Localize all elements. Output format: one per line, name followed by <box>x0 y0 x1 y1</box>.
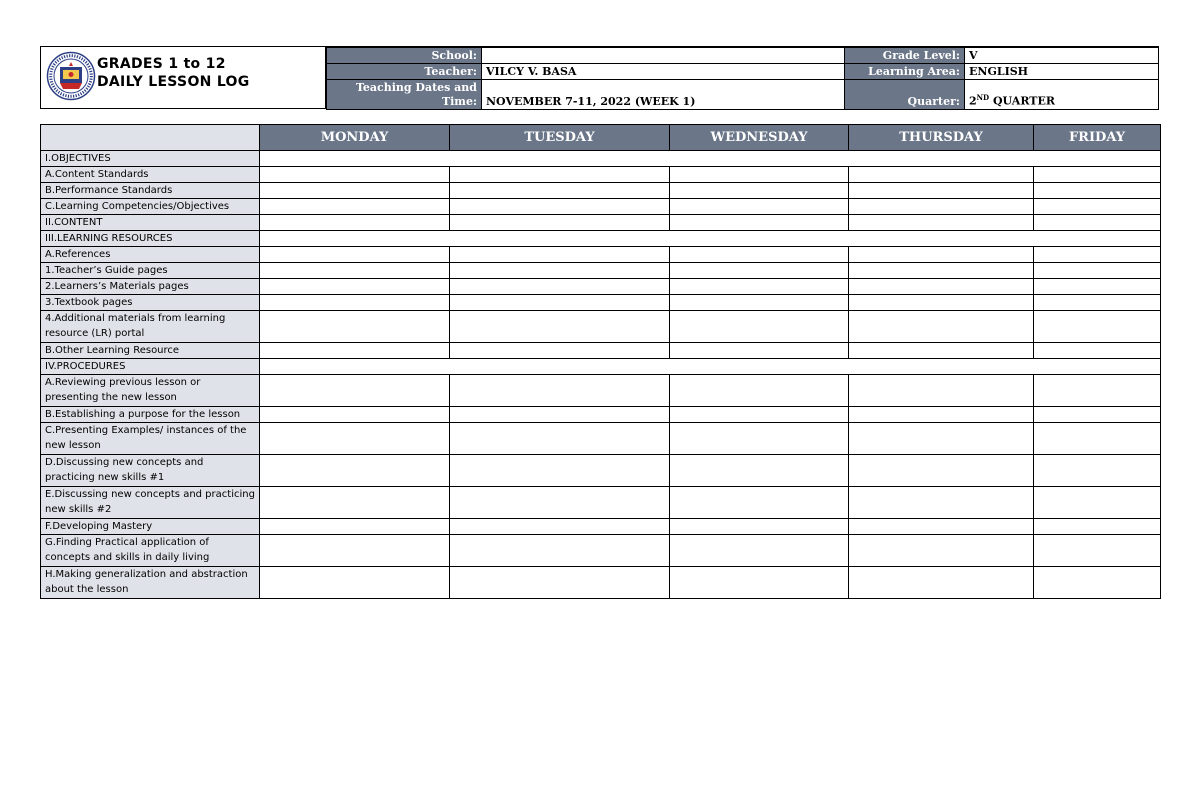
table-row <box>41 423 1161 455</box>
row-label: B.Establishing a purpose for the lesson <box>41 407 260 423</box>
cell-wednesday[interactable] <box>670 455 849 487</box>
cell-tuesday[interactable] <box>450 343 670 359</box>
day-header-row <box>41 125 1161 151</box>
table-row <box>41 375 1161 407</box>
cell-friday[interactable] <box>1034 263 1161 279</box>
row-label: IV.PROCEDURES <box>41 359 260 375</box>
grade-level-field[interactable]: V <box>965 48 1159 64</box>
row-label: III.LEARNING RESOURCES <box>41 231 260 247</box>
section-row <box>41 231 1161 247</box>
lesson-plan-rows <box>41 151 1161 599</box>
table-row <box>41 295 1161 311</box>
cell-wednesday[interactable] <box>670 279 849 295</box>
day-header-friday: FRIDAY <box>1034 125 1161 151</box>
cell-tuesday[interactable] <box>450 535 670 567</box>
cell-tuesday[interactable] <box>450 167 670 183</box>
cell-wednesday[interactable] <box>670 423 849 455</box>
cell-thursday[interactable] <box>849 455 1034 487</box>
section-span-cell[interactable] <box>260 231 1161 247</box>
table-row <box>41 567 1161 599</box>
cell-monday[interactable] <box>260 535 450 567</box>
cell-thursday[interactable] <box>849 487 1034 519</box>
cell-friday[interactable] <box>1034 535 1161 567</box>
table-row <box>41 279 1161 295</box>
row-label: A.Content Standards <box>41 167 260 183</box>
cell-monday[interactable] <box>260 263 450 279</box>
row-label: 1.Teacher’s Guide pages <box>41 263 260 279</box>
table-row <box>41 407 1161 423</box>
row-label: B.Other Learning Resource <box>41 343 260 359</box>
cell-thursday[interactable] <box>849 519 1034 535</box>
cell-tuesday[interactable] <box>450 263 670 279</box>
table-row <box>41 487 1161 519</box>
table-row <box>41 167 1161 183</box>
day-header-thursday: THURSDAY <box>849 125 1034 151</box>
cell-monday[interactable] <box>260 407 450 423</box>
cell-wednesday[interactable] <box>670 247 849 263</box>
row-label: G.Finding Practical application of concepts and skills in daily living <box>41 535 260 567</box>
quarter-number: 2 <box>969 95 977 108</box>
title-line-2: DAILY LESSON LOG <box>97 74 250 90</box>
grade-level-label: Grade Level: <box>845 48 965 64</box>
cell-friday[interactable] <box>1034 279 1161 295</box>
section-row <box>41 151 1161 167</box>
deped-seal-icon <box>46 51 96 101</box>
section-row <box>41 359 1161 375</box>
cell-monday[interactable] <box>260 199 450 215</box>
cell-monday[interactable] <box>260 311 450 343</box>
cell-tuesday[interactable] <box>450 423 670 455</box>
cell-thursday[interactable] <box>849 199 1034 215</box>
cell-monday[interactable] <box>260 167 450 183</box>
table-row <box>41 455 1161 487</box>
cell-wednesday[interactable] <box>670 487 849 519</box>
cell-monday[interactable] <box>260 519 450 535</box>
cell-thursday[interactable] <box>849 247 1034 263</box>
cell-tuesday[interactable] <box>450 375 670 407</box>
row-label: 2.Learners’s Materials pages <box>41 279 260 295</box>
row-label: B.Performance Standards <box>41 183 260 199</box>
cell-tuesday[interactable] <box>450 279 670 295</box>
cell-tuesday[interactable] <box>450 183 670 199</box>
cell-thursday[interactable] <box>849 407 1034 423</box>
row-label: II.CONTENT <box>41 215 260 231</box>
table-row <box>41 183 1161 199</box>
row-label: H.Making generalization and abstraction about the lesson <box>41 567 260 599</box>
lesson-plan-grid <box>40 124 1161 599</box>
cell-friday[interactable] <box>1034 423 1161 455</box>
cell-wednesday[interactable] <box>670 311 849 343</box>
cell-monday[interactable] <box>260 567 450 599</box>
quarter-word: QUARTER <box>989 95 1055 108</box>
cell-wednesday[interactable] <box>670 407 849 423</box>
table-row <box>41 199 1161 215</box>
cell-monday[interactable] <box>260 423 450 455</box>
cell-thursday[interactable] <box>849 535 1034 567</box>
cell-thursday[interactable] <box>849 567 1034 599</box>
cell-monday[interactable] <box>260 343 450 359</box>
cell-friday[interactable] <box>1034 167 1161 183</box>
cell-wednesday[interactable] <box>670 263 849 279</box>
cell-friday[interactable] <box>1034 407 1161 423</box>
cell-monday[interactable] <box>260 247 450 263</box>
header-info-grid <box>326 47 1159 110</box>
teaching-dates-field[interactable]: NOVEMBER 7-11, 2022 (WEEK 1) <box>482 80 845 110</box>
cell-wednesday[interactable] <box>670 199 849 215</box>
table-row <box>41 535 1161 567</box>
cell-friday[interactable] <box>1034 487 1161 519</box>
cell-thursday[interactable] <box>849 343 1034 359</box>
table-row <box>41 311 1161 343</box>
cell-wednesday[interactable] <box>670 343 849 359</box>
cell-wednesday[interactable] <box>670 519 849 535</box>
cell-friday[interactable] <box>1034 455 1161 487</box>
title-box <box>41 47 326 108</box>
row-label: I.OBJECTIVES <box>41 151 260 167</box>
lesson-log-header <box>40 46 1159 109</box>
school-label: School: <box>327 48 482 64</box>
cell-monday[interactable] <box>260 279 450 295</box>
teacher-label: Teacher: <box>327 64 482 80</box>
cell-wednesday[interactable] <box>670 375 849 407</box>
corner-cell <box>41 125 260 151</box>
cell-wednesday[interactable] <box>670 295 849 311</box>
cell-thursday[interactable] <box>849 183 1034 199</box>
cell-wednesday[interactable] <box>670 567 849 599</box>
cell-thursday[interactable] <box>849 295 1034 311</box>
quarter-suffix: ND <box>976 93 990 103</box>
day-header-monday: MONDAY <box>260 125 450 151</box>
table-row <box>41 215 1161 231</box>
cell-friday[interactable] <box>1034 199 1161 215</box>
cell-thursday[interactable] <box>849 279 1034 295</box>
row-label: A.Reviewing previous lesson or presenting the new lesson <box>41 375 260 407</box>
table-row <box>41 343 1161 359</box>
cell-tuesday[interactable] <box>450 311 670 343</box>
quarter-field[interactable] <box>965 80 1159 110</box>
cell-thursday[interactable] <box>849 375 1034 407</box>
table-row <box>41 247 1161 263</box>
cell-thursday[interactable] <box>849 167 1034 183</box>
school-field[interactable] <box>482 48 845 64</box>
row-label: C.Learning Competencies/Objectives <box>41 199 260 215</box>
cell-thursday[interactable] <box>849 311 1034 343</box>
cell-friday[interactable] <box>1034 247 1161 263</box>
cell-tuesday[interactable] <box>450 487 670 519</box>
cell-monday[interactable] <box>260 487 450 519</box>
cell-wednesday[interactable] <box>670 535 849 567</box>
row-label: 4.Additional materials from learning resource (LR) portal <box>41 311 260 343</box>
day-header-tuesday: TUESDAY <box>450 125 670 151</box>
row-label: D.Discussing new concepts and practicing new skills #1 <box>41 455 260 487</box>
cell-thursday[interactable] <box>849 423 1034 455</box>
title-line-1: GRADES 1 to 12 <box>97 56 226 72</box>
teacher-field[interactable]: VILCY V. BASA <box>482 64 845 80</box>
section-span-cell[interactable] <box>260 359 1161 375</box>
cell-monday[interactable] <box>260 295 450 311</box>
cell-tuesday[interactable] <box>450 295 670 311</box>
table-row <box>41 263 1161 279</box>
cell-wednesday[interactable] <box>670 167 849 183</box>
cell-tuesday[interactable] <box>450 519 670 535</box>
cell-thursday[interactable] <box>849 263 1034 279</box>
cell-tuesday[interactable] <box>450 199 670 215</box>
cell-tuesday[interactable] <box>450 407 670 423</box>
cell-tuesday[interactable] <box>450 215 670 231</box>
row-label: C.Presenting Examples/ instances of the new lesson <box>41 423 260 455</box>
row-label: 3.Textbook pages <box>41 295 260 311</box>
cell-friday[interactable] <box>1034 343 1161 359</box>
cell-friday[interactable] <box>1034 183 1161 199</box>
cell-tuesday[interactable] <box>450 567 670 599</box>
cell-friday[interactable] <box>1034 567 1161 599</box>
cell-monday[interactable] <box>260 183 450 199</box>
cell-friday[interactable] <box>1034 311 1161 343</box>
table-row <box>41 519 1161 535</box>
cell-friday[interactable] <box>1034 215 1161 231</box>
cell-wednesday[interactable] <box>670 215 849 231</box>
teaching-dates-label: Teaching Dates and Time: <box>327 80 482 110</box>
cell-monday[interactable] <box>260 455 450 487</box>
cell-monday[interactable] <box>260 375 450 407</box>
cell-monday[interactable] <box>260 215 450 231</box>
cell-thursday[interactable] <box>849 215 1034 231</box>
cell-friday[interactable] <box>1034 519 1161 535</box>
day-header-wednesday: WEDNESDAY <box>670 125 849 151</box>
learning-area-label: Learning Area: <box>845 64 965 80</box>
quarter-label: Quarter: <box>845 80 965 110</box>
row-label: A.References <box>41 247 260 263</box>
cell-tuesday[interactable] <box>450 247 670 263</box>
cell-wednesday[interactable] <box>670 183 849 199</box>
row-label: E.Discussing new concepts and practicing new skills #2 <box>41 487 260 519</box>
cell-tuesday[interactable] <box>450 455 670 487</box>
row-label: F.Developing Mastery <box>41 519 260 535</box>
section-span-cell[interactable] <box>260 151 1161 167</box>
learning-area-field[interactable]: ENGLISH <box>965 64 1159 80</box>
cell-friday[interactable] <box>1034 375 1161 407</box>
cell-friday[interactable] <box>1034 295 1161 311</box>
